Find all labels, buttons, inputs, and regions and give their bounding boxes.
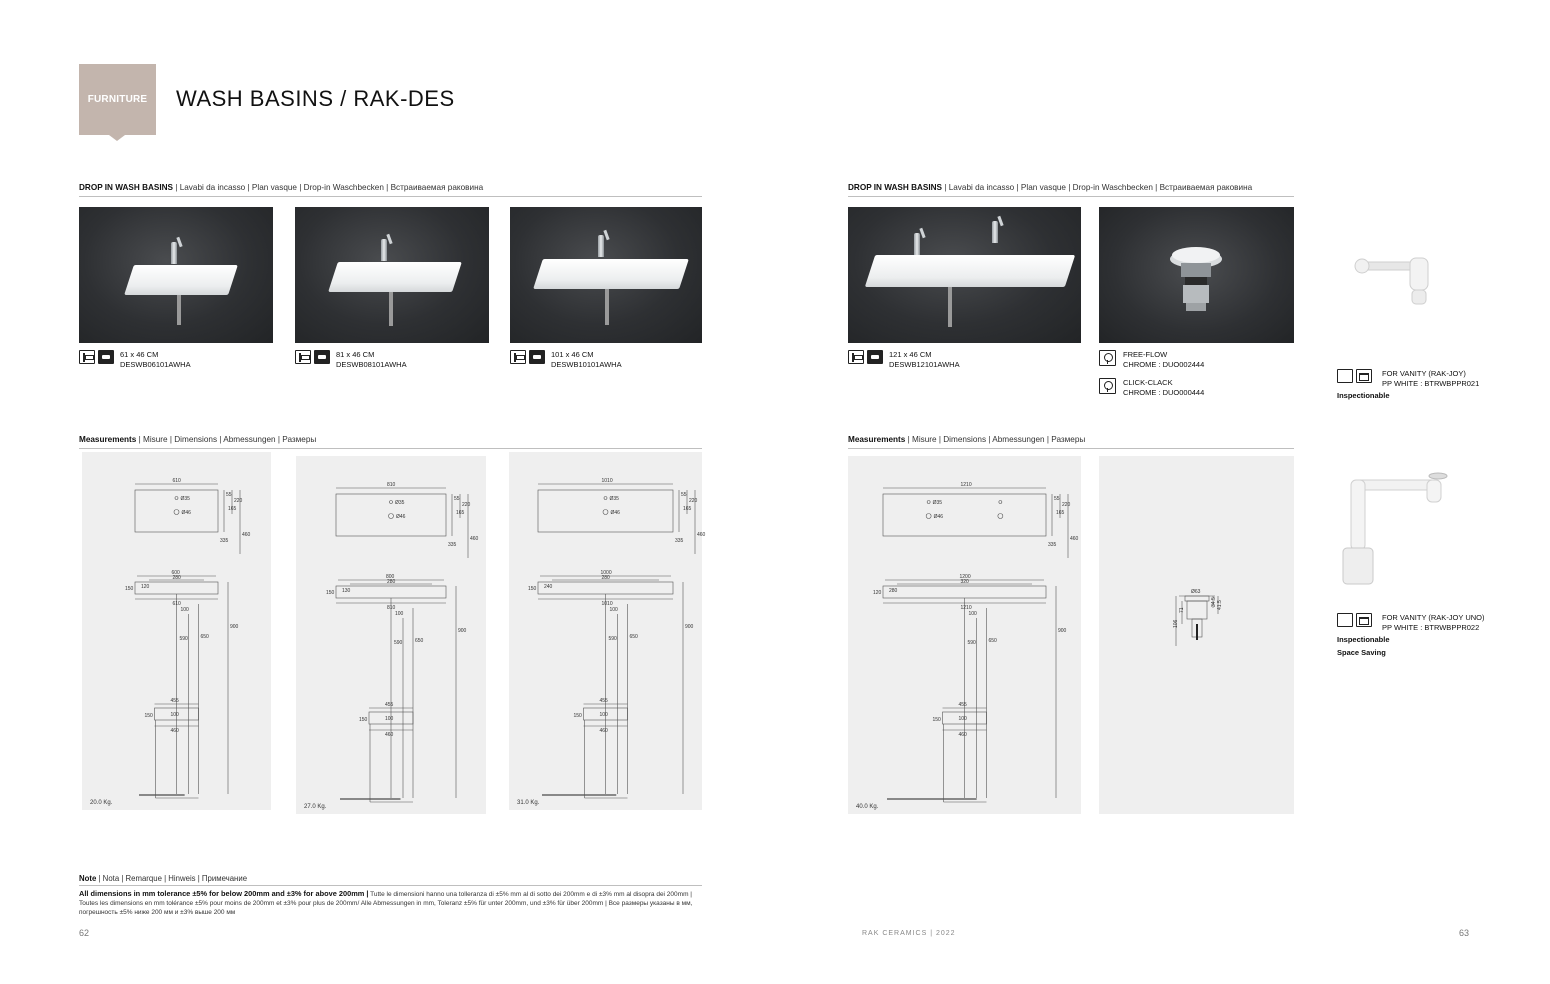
drawing-panel-101: [509, 452, 706, 810]
side-460: 460: [958, 732, 967, 738]
waste-photo: [1099, 207, 1294, 343]
dim-top: 55: [226, 492, 232, 498]
dim-depth: 335: [675, 538, 684, 544]
dim-full: 460: [242, 532, 251, 538]
page-number-left: 62: [79, 928, 90, 938]
dim-100: 100: [180, 607, 189, 613]
dim-full: 460: [697, 532, 706, 538]
waste-label-click-clack: CLICK-CLACK CHROME : DUO000444: [1123, 378, 1205, 397]
tap-hole-dim: Ø35: [932, 500, 943, 506]
height-dim: 150: [125, 586, 134, 592]
centre-dim: 280: [172, 575, 181, 581]
wall-width-dim: 1210: [960, 605, 972, 611]
mount-icons-61: [79, 350, 114, 364]
wall-mount-icon: [848, 350, 864, 364]
drawing-panel-121: [848, 456, 1081, 814]
width-dim: 810: [387, 482, 396, 488]
side-dim: 130: [342, 588, 351, 594]
dim-mid: 220: [689, 498, 698, 504]
weight-label: 20.0 Kg.: [90, 800, 113, 806]
weight-label: 31.0 Kg.: [517, 800, 540, 806]
basin-dimension-drawing: [509, 452, 706, 810]
dim-mid: 220: [1062, 502, 1071, 508]
svg-text:Ø63: Ø63: [1191, 589, 1201, 595]
front-view-outline: [336, 586, 446, 598]
drawing-panel-waste: [1099, 456, 1294, 814]
drop-in-icon: [867, 350, 883, 364]
wall-width-dim: 1010: [601, 601, 613, 607]
vanity-icon: [1356, 369, 1372, 383]
dim-590: 590: [179, 636, 188, 642]
side-100: 100: [958, 716, 967, 722]
front-view-outline: [538, 582, 673, 594]
drop-in-icon: [529, 350, 545, 364]
dim-900: 900: [230, 624, 239, 630]
side-455: 455: [958, 702, 967, 708]
dim-depth: 335: [448, 542, 457, 548]
wall-width-dim: 610: [172, 601, 181, 607]
drawing-panel-81: [296, 456, 486, 814]
inner-width-dim: 600: [171, 570, 180, 576]
section-head-measurements-right: Measurements | Misure | Dimensions | Abmessungen | Размеры: [848, 435, 1294, 449]
svg-text:71: 71: [1179, 607, 1185, 613]
basin-dimension-drawing: [848, 456, 1081, 814]
dim-900: 900: [685, 624, 694, 630]
trap-icons-2: [1337, 613, 1372, 627]
trap-icon: [1337, 369, 1353, 383]
trap-icon: [1337, 613, 1353, 627]
mount-icons-81: [295, 350, 330, 364]
dim-590: 590: [608, 636, 617, 642]
side-100: 100: [599, 712, 608, 718]
page-title: WASH BASINS / RAK-DES: [176, 86, 455, 111]
side-150: 150: [359, 717, 368, 723]
vanity-icon: [1356, 613, 1372, 627]
side-460: 460: [170, 728, 179, 734]
side-dim: 120: [141, 584, 150, 590]
weight-label: 27.0 Kg.: [304, 804, 327, 810]
product-label-121: 121 x 46 CM DESWB12101AWHA: [889, 350, 960, 369]
top-view-outline: [883, 494, 1046, 536]
tap-hole-dim: Ø35: [395, 500, 405, 506]
height-dim: 120: [873, 590, 882, 596]
dim-low: 165: [1056, 510, 1065, 516]
width-dim: 1210: [960, 482, 972, 488]
waste-hole-dim: Ø46: [396, 514, 406, 520]
note-text: All dimensions in mm tolerance ±5% for below 200mm and ±3% for above 200mm | Tutte le dimensioni hanno una tolleranza di ±5% mm al di sotto dei 200mm e di ±3% mm al disopra dei 200mm | Toutes les dimensions en mm tolérance ±5% pour moins de 200mm et ±3% pour plus de 200mm/ Alle Abmessungen in mm, Toleranz ±5% für unter 200mm, und ±3% für über 200mm | Все размеры указаны в мм, погрешность ±5% ниже 200 мм и ±3% выше 200 мм: [79, 885, 702, 917]
dim-top: 55: [454, 496, 460, 502]
dim-900: 900: [1058, 628, 1067, 634]
bottle-trap-image-2: [1335, 468, 1445, 593]
side-455: 455: [385, 702, 394, 708]
side-dim: 240: [544, 584, 553, 590]
basin-dimension-drawing: [296, 456, 486, 814]
dim-100: 100: [609, 607, 618, 613]
dim-650: 650: [415, 638, 424, 644]
category-tag-label: FURNITURE: [87, 94, 148, 105]
waste-dimension-drawing: [1099, 456, 1294, 814]
section-head-measurements-left: Measurements | Misure | Dimensions | Abmessungen | Размеры: [79, 435, 702, 449]
trap-label-2: FOR VANITY (RAK-JOY UNO) PP WHITE : BTRWBPPR022: [1382, 613, 1485, 632]
side-100: 100: [385, 716, 394, 722]
dim-low: 165: [683, 506, 692, 512]
waste-icon: [1099, 350, 1116, 366]
dim-depth: 335: [1048, 542, 1057, 548]
trap-icons-1: [1337, 369, 1372, 383]
dim-low: 165: [456, 510, 465, 516]
side-dim: 280: [889, 588, 898, 594]
drop-in-icon: [314, 350, 330, 364]
trap-feature-1: Inspectionable: [1337, 391, 1390, 400]
category-tag: [79, 64, 156, 135]
dim-650: 650: [988, 638, 997, 644]
dim-590: 590: [394, 640, 403, 646]
trap-label-1: FOR VANITY (RAK-JOY) PP WHITE : BTRWBPPR021: [1382, 369, 1480, 388]
height-dim: 150: [528, 586, 537, 592]
product-label-61: 61 x 46 CM DESWB06101AWHA: [120, 350, 191, 369]
side-455: 455: [599, 698, 608, 704]
waste-hole-dim: Ø46: [933, 514, 944, 520]
dim-100: 100: [968, 611, 977, 617]
mount-icons-101: [510, 350, 545, 364]
dim-top: 55: [681, 492, 687, 498]
waste-icon-2: [1099, 378, 1116, 394]
dim-650: 650: [200, 634, 209, 640]
dim-650: 650: [629, 634, 638, 640]
dim-top: 55: [1054, 496, 1060, 502]
section-head-drop-in-right: DROP IN WASH BASINS | Lavabi da incasso | Plan vasque | Drop-in Waschbecken | Встраиваемая раковина: [848, 183, 1294, 197]
side-100: 100: [170, 712, 179, 718]
page-number-right: 63: [1459, 928, 1470, 938]
side-460: 460: [599, 728, 608, 734]
side-150: 150: [932, 717, 941, 723]
dim-590: 590: [967, 640, 976, 646]
drawing-panel-61: [82, 452, 271, 810]
bottle-trap-image-1: [1340, 248, 1440, 318]
tap-hole-dim: Ø35: [180, 496, 190, 502]
footer-brand: RAK CERAMICS | 2022: [862, 930, 956, 937]
height-dim: 150: [326, 590, 335, 596]
waste-hole-dim: Ø46: [181, 510, 191, 516]
dim-mid: 220: [234, 498, 243, 504]
product-label-101: 101 x 46 CM DESWB10101AWHA: [551, 350, 622, 369]
section-head-drop-in-left: DROP IN WASH BASINS | Lavabi da incasso | Plan vasque | Drop-in Waschbecken | Встраиваемая раковина: [79, 183, 702, 197]
wall-width-dim: 810: [387, 605, 396, 611]
dim-full: 460: [470, 536, 479, 542]
dim-900: 900: [458, 628, 467, 634]
side-150: 150: [573, 713, 582, 719]
waste-fitting-icon: [1099, 207, 1294, 343]
inner-width-dim: 1200: [959, 574, 971, 580]
centre-dim: 280: [601, 575, 610, 581]
product-photo-101: [510, 207, 702, 343]
wall-mount-icon: [295, 350, 311, 364]
waste-hole-dim: Ø46: [610, 510, 620, 516]
basin-dimension-drawing: [82, 452, 271, 810]
svg-text:41.5: 41.5: [1217, 600, 1223, 610]
centre-dim: 280: [387, 579, 396, 585]
side-460: 460: [385, 732, 394, 738]
side-150: 150: [144, 713, 153, 719]
centre-dim: 320: [960, 579, 969, 585]
note-heading: Note | Nota | Remarque | Hinweis | Примечание: [79, 874, 248, 883]
dim-low: 165: [228, 506, 237, 512]
waste-label-free-flow: FREE-FLOW CHROME : DUO002444: [1123, 350, 1205, 369]
width-dim: 610: [172, 478, 181, 484]
inner-width-dim: 1000: [600, 570, 612, 576]
drop-in-icon: [98, 350, 114, 364]
dim-depth: 335: [220, 538, 229, 544]
product-photo-81: [295, 207, 489, 343]
tap-hole-dim: Ø35: [609, 496, 619, 502]
dim-mid: 220: [462, 502, 471, 508]
mount-icons-121: [848, 350, 883, 364]
inner-width-dim: 800: [386, 574, 395, 580]
front-view-outline: [883, 586, 1046, 598]
product-label-81: 81 x 46 CM DESWB08101AWHA: [336, 350, 407, 369]
wall-mount-icon: [510, 350, 526, 364]
svg-text:106: 106: [1173, 619, 1179, 628]
waste-icon-1: [1099, 350, 1116, 366]
product-photo-121: [848, 207, 1081, 343]
weight-label: 40.0 Kg.: [856, 804, 879, 810]
trap-feature-2b: Space Saving: [1337, 648, 1386, 657]
trap-feature-2a: Inspectionable: [1337, 635, 1390, 644]
product-photo-61: [79, 207, 273, 343]
dim-100: 100: [395, 611, 404, 617]
side-455: 455: [170, 698, 179, 704]
wall-mount-icon: [79, 350, 95, 364]
svg-text:34.5: 34.5: [1211, 597, 1217, 607]
width-dim: 1010: [601, 478, 613, 484]
waste-icon: [1099, 378, 1116, 394]
dim-full: 460: [1070, 536, 1079, 542]
